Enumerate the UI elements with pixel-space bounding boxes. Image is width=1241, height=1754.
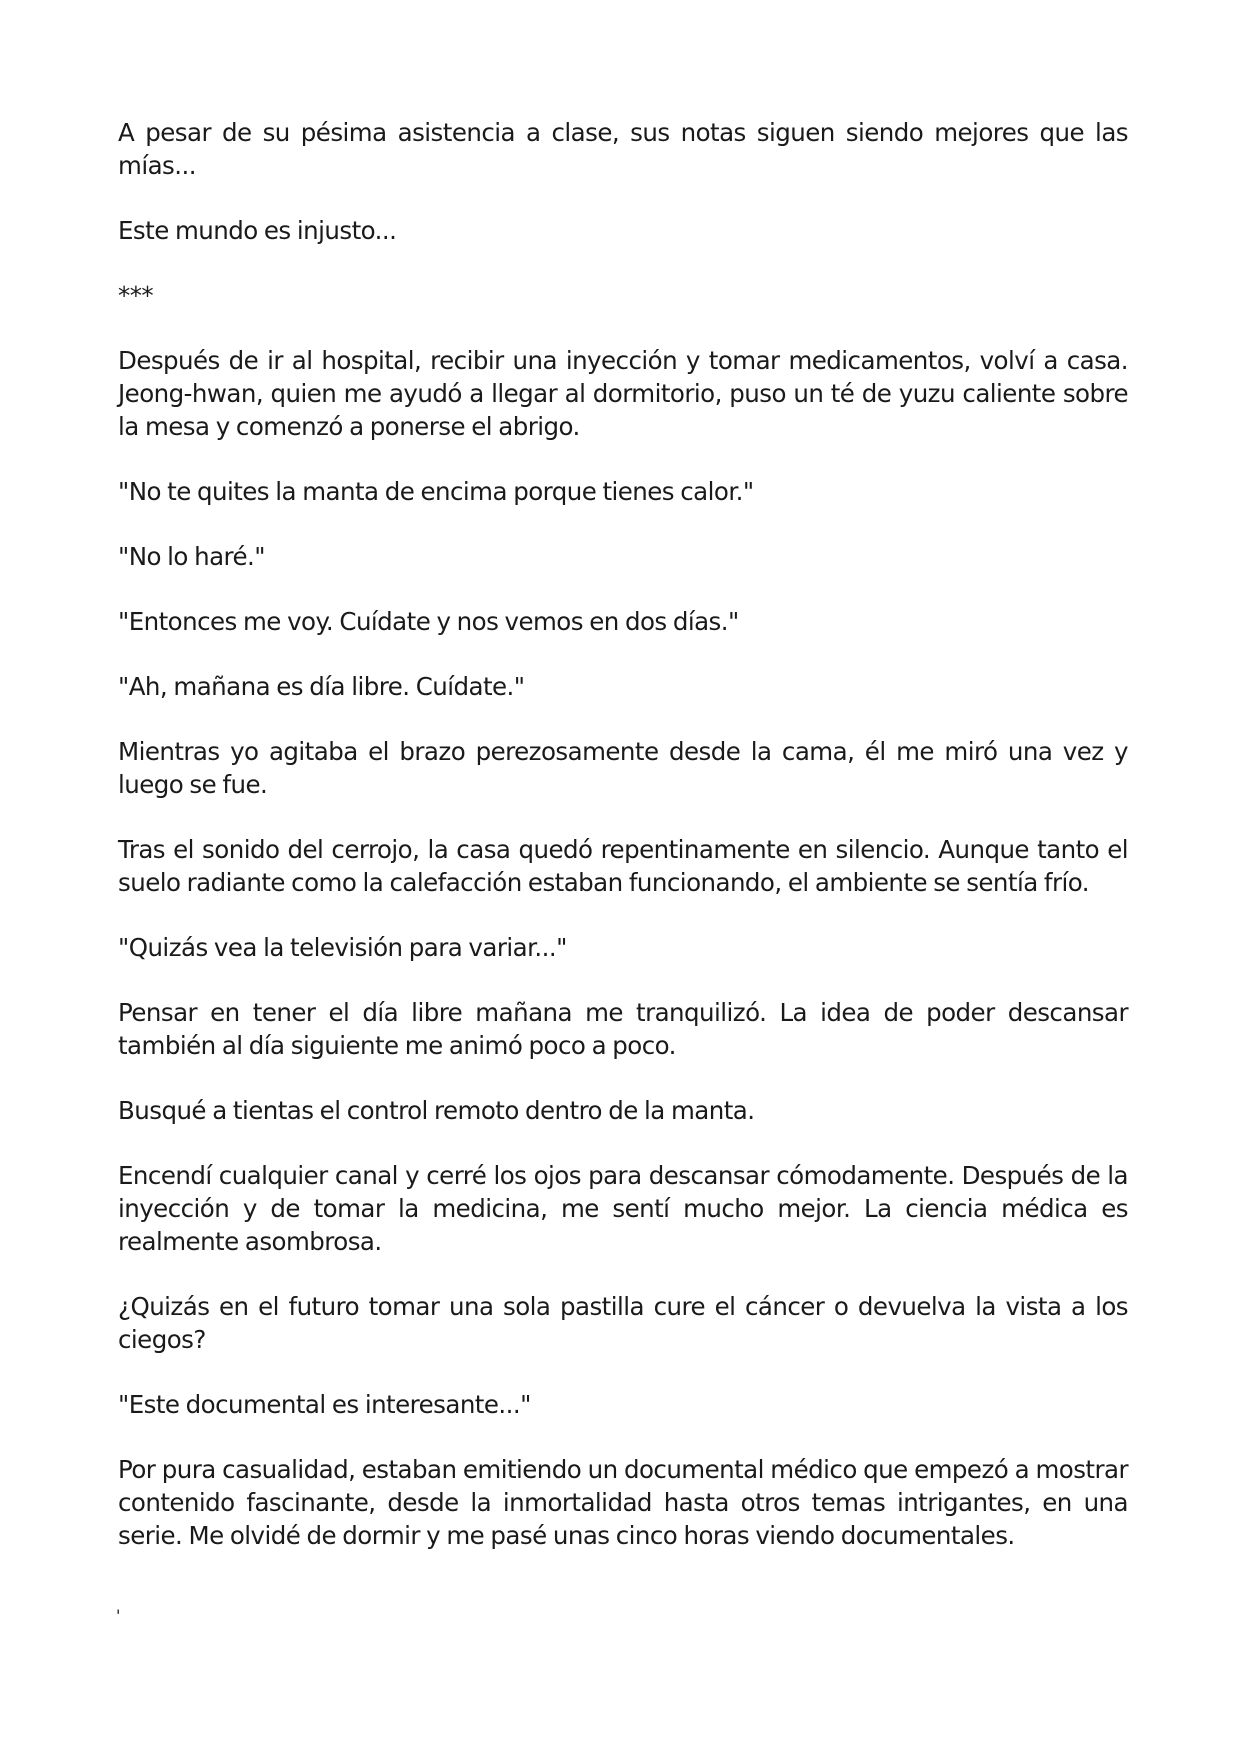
- dialogue-line: "Quizás vea la televisión para variar...": [118, 933, 567, 962]
- dialogue-line: "Ah, mañana es día libre. Cuídate.": [118, 672, 525, 701]
- paragraph: Tras el sonido del cerrojo, la casa quedó repentinamente en silencio. Aunque tanto el suelo radiante como la calefacción estaban funcionando, el ambiente se sentía frío.: [118, 835, 1128, 897]
- paragraph: Mientras yo agitaba el brazo perezosamente desde la cama, él me miró una vez y luego se fue.: [118, 737, 1128, 799]
- dialogue-line: "No te quites la manta de encima porque tienes calor.": [118, 477, 754, 506]
- paragraph: Por pura casualidad, estaban emitiendo un documental médico que empezó a mostrar contenido fascinante, desde la inmortalidad hasta otros temas intrigantes, en una serie. Me olvidé de dormir y me pasé unas cinco horas viendo documentales.: [118, 1455, 1128, 1550]
- paragraph: Pensar en tener el día libre mañana me tranquilizó. La idea de poder descansar también al día siguiente me animó poco a poco.: [118, 998, 1128, 1060]
- paragraph: Busqué a tientas el control remoto dentro de la manta.: [118, 1096, 755, 1125]
- document-body: [118, 116, 1128, 1584]
- paragraph: ¿Quizás en el futuro tomar una sola pastilla cure el cáncer o devuelva la vista a los ciegos?: [118, 1292, 1128, 1354]
- scene-break: ***: [118, 281, 154, 310]
- paragraph: Encendí cualquier canal y cerré los ojos para descansar cómodamente. Después de la inyección y de tomar la medicina, me sentí mucho mejor. La ciencia médica es realmente asombrosa.: [118, 1161, 1128, 1256]
- paragraph: Después de ir al hospital, recibir una inyección y tomar medicamentos, volví a casa. Jeong-hwan, quien me ayudó a llegar al dormitorio, puso un té de yuzu caliente sobre la mesa y comenzó a ponerse el abrigo.: [118, 346, 1128, 441]
- footer-mark: ': [116, 1606, 121, 1625]
- paragraph: Este mundo es injusto...: [118, 216, 397, 245]
- dialogue-line: "Entonces me voy. Cuídate y nos vemos en dos días.": [118, 607, 739, 636]
- dialogue-line: "Este documental es interesante...": [118, 1390, 531, 1419]
- paragraph: A pesar de su pésima asistencia a clase, sus notas siguen siendo mejores que las mías...: [118, 118, 1128, 180]
- dialogue-line: "No lo haré.": [118, 542, 266, 571]
